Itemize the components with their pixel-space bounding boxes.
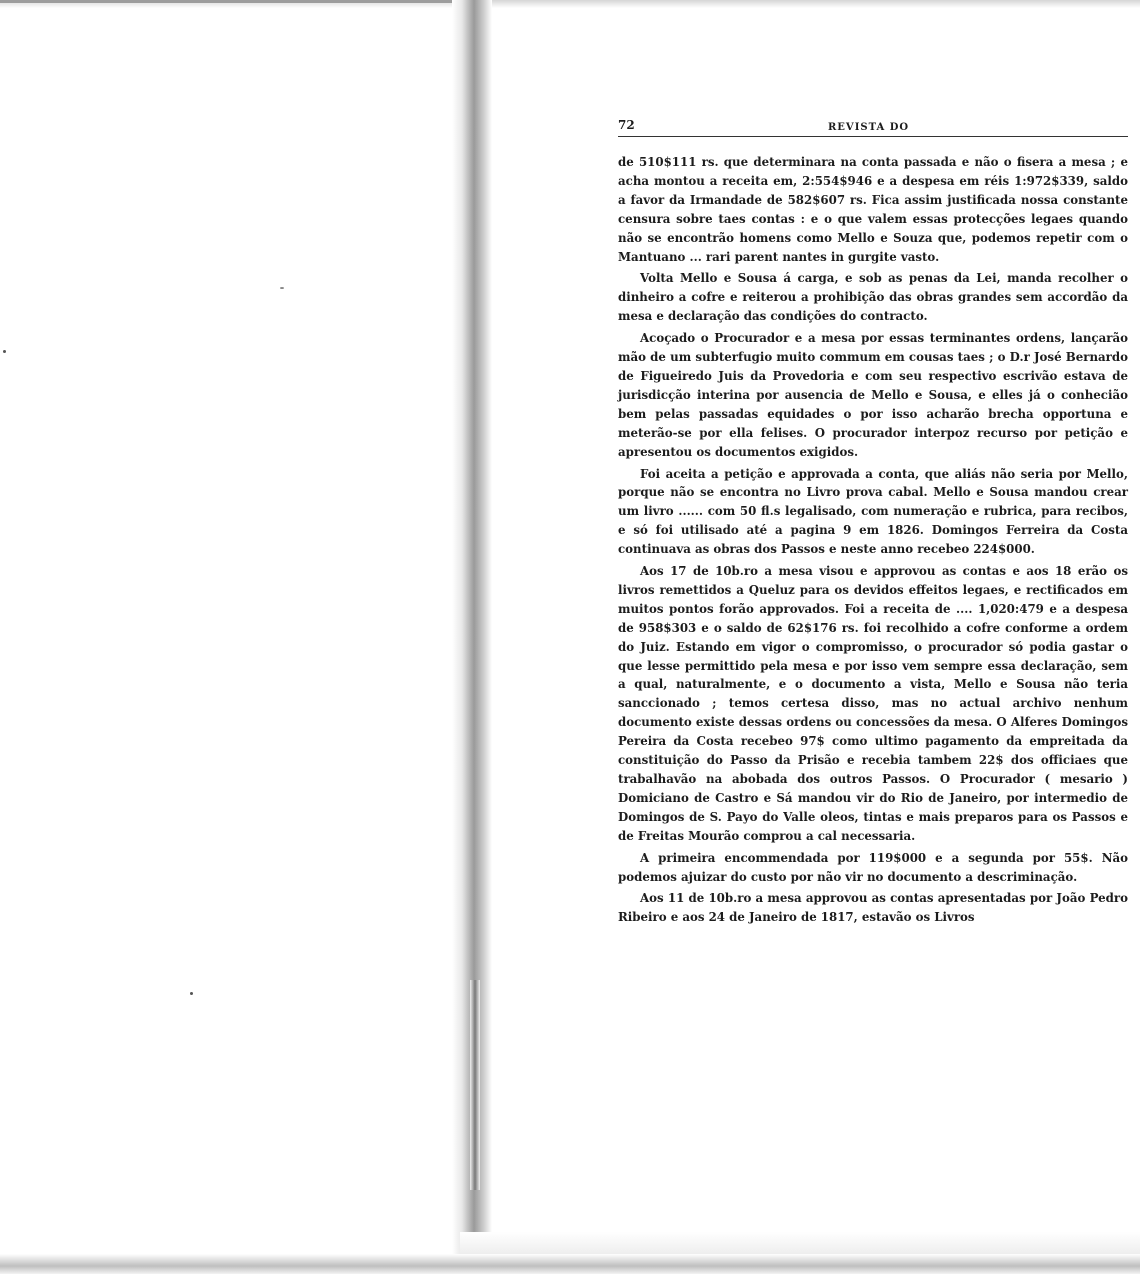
page-bottom-edge xyxy=(0,1254,1140,1274)
page-bottom-shadow xyxy=(460,1232,1140,1254)
paragraph-1: de 510$111 rs. que determinara na conta passada e não o fisera a mesa ; e acha montou a receita em, 2:554$946 e a despesa em réis 1:972$339, saldo a favor da Irmandade de 582$607 rs. Fica assim justificada nossa constante censura sobre taes contas : e o que valem essas protecções legaes quando não se encontrão homens como Mello e Souza que, podemos repetir com o Mantuano ... rari parent nantes in gurgite vasto. xyxy=(618,155,1128,264)
paragraph-5: Aos 17 de 10b.ro a mesa visou e approvou as contas e aos 18 erão os livros remettidos a Queluz para os devidos effeitos legaes, e rectificados em muitos pontos forão approvados. Foi a receita de .... 1,020:479 e a despesa de 958$303 e o saldo de 62$176 rs. foi recolhido a cofre conforme a ordem do Juiz. Estando em vigor o compromisso, o procurador só podia gastar o que lesse permittido pela mesa e por isso vem sempre essa declaração, sem a qual, naturalmente, e o documento a vista, Mello e Sousa não teria sanccionado ; temos certesa disso, mas no actual archivo nenhum documento existe dessas ordens ou concessões da mesa. O Alferes Domingos Pereira da Costa recebeo 97$ como ultimo pagamento da empreitada da constituição do Passo da Prisão e recebia tambem 22$ dos officiaes que trabalhavão na abobada dos outros Passos. O Procurador ( mesario ) Domiciano de Castro e Sá mandou vir do Rio de Janeiro, por intermedio de Domingos de S. Payo do Valle oleos, tintas e mais preparos para os Passos e de Freitas Mourão comprou a cal necessaria. xyxy=(618,564,1128,843)
paragraph-6: A primeira encommendada por 119$000 e a segunda por 55$. Não podemos ajuizar do custo por não vir no documento a descriminação. xyxy=(618,850,1128,884)
paragraph-3: Acoçado o Procurador e a mesa por essas terminantes ordens, lançarão mão de um subterfugio muito commum em cousas taes ; o D.r José Bernardo de Figueiredo Juis da Provedoria e com seu respectivo escrivão estava de jurisdicção interina por ausencia de Mello e Sousa, e elles já o conhecião bem pelas passadas equidades o por isso acharão brecha opportuna e meterão-se por ella felises. O procurador interpoz recurso por petição e apresentou os documentos exigidos. xyxy=(618,331,1128,459)
right-page xyxy=(618,112,1128,930)
left-page-top-edge xyxy=(0,0,470,3)
paragraph-7: Aos 11 de 10b.ro a mesa approvou as contas apresentadas por João Pedro Ribeiro e aos 24 de Janeiro de 1817, estavão os Livros xyxy=(618,891,1128,925)
scan-speck xyxy=(3,350,6,353)
running-head: REVISTA DO xyxy=(828,122,910,133)
scan-speck xyxy=(190,992,193,995)
scan-speck xyxy=(280,287,284,289)
page-number: 72 xyxy=(618,118,635,132)
binding-shadow xyxy=(470,980,480,1190)
paragraph-2: Volta Mello e Sousa á carga, e sob as penas da Lei, manda recolher o dinheiro a cofre e reiterou a prohibição das obras grandes sem accordão da mesa e declaração das condições do contracto. xyxy=(618,271,1128,324)
paragraph-4: Foi aceita a petição e approvada a conta, que aliás não seria por Mello, porque não se encontra no Livro prova cabal. Mello e Sousa mandou crear um livro ...... com 50 fl.s legalisado, com numeração e rubrica, para recibos, e só foi utilisado até a pagina 9 em 1826. Domingos Ferreira da Costa continuava as obras dos Passos e neste anno recebeo 224$000. xyxy=(618,466,1128,557)
page-header xyxy=(618,112,1128,137)
